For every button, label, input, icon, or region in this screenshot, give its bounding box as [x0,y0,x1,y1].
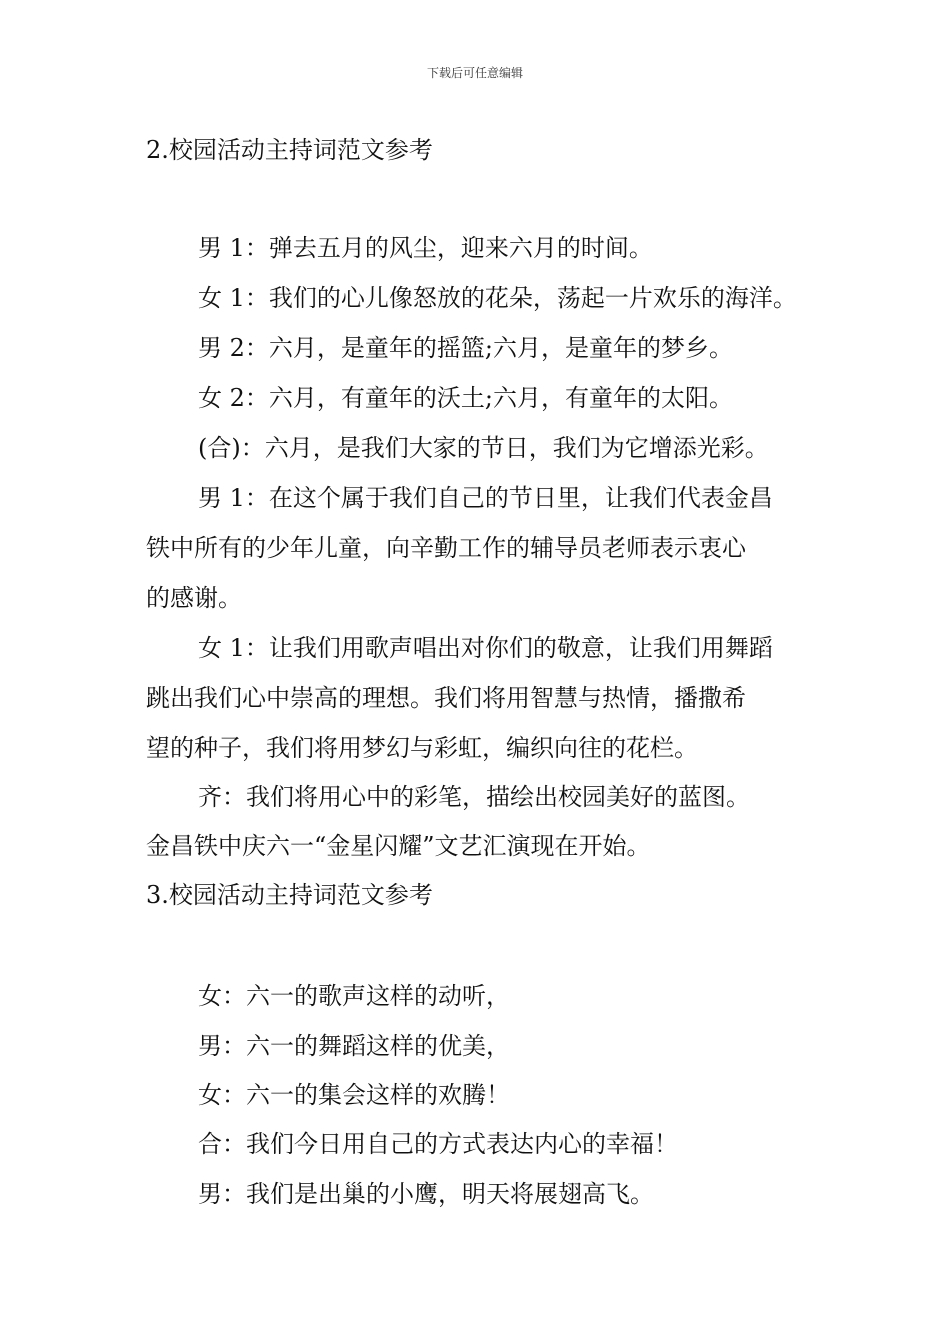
script-line: 女：六一的歌声这样的动听， [198,982,510,1010]
script-line-continuation: 跳出我们心中崇高的理想。我们将用智慧与热情，播撒希 [146,684,746,712]
script-line-continuation: 金昌铁中庆六一“金星闪耀”文艺汇演现在开始。 [146,832,651,860]
script-line: (合)：六月，是我们大家的节日，我们为它增添光彩。 [198,434,769,462]
script-line: 男：我们是出巢的小鹰，明天将展翅高飞。 [198,1180,654,1208]
script-line: 男 1：弹去五月的风尘，迎来六月的时间。 [198,234,653,262]
section-title: 3.校园活动主持词范文参考 [146,881,433,909]
script-line-continuation: 铁中所有的少年儿童，向辛勤工作的辅导员老师表示衷心 [146,534,746,562]
script-line: 女：六一的集会这样的欢腾！ [198,1081,510,1109]
script-line: 女 2：六月，有童年的沃土;六月，有童年的太阳。 [198,384,733,412]
script-line: 男：六一的舞蹈这样的优美， [198,1032,510,1060]
script-line: 女 1：让我们用歌声唱出对你们的敬意，让我们用舞蹈 [198,634,773,662]
script-line-continuation: 望的种子，我们将用梦幻与彩虹，编织向往的花栏。 [146,734,698,762]
script-line: 男 1：在这个属于我们自己的节日里，让我们代表金昌 [198,484,773,512]
script-line: 合：我们今日用自己的方式表达内心的幸福！ [198,1130,678,1158]
script-line: 女 1：我们的心儿像怒放的花朵，荡起一片欢乐的海洋。 [198,284,797,312]
script-line: 齐：我们将用心中的彩笔，描绘出校园美好的蓝图。 [198,783,750,811]
script-line-continuation: 的感谢。 [146,584,242,612]
section-title: 2.校园活动主持词范文参考 [146,136,433,164]
script-line: 男 2：六月，是童年的摇篮;六月，是童年的梦乡。 [198,334,733,362]
page-header: 下载后可任意编辑 [426,66,523,80]
